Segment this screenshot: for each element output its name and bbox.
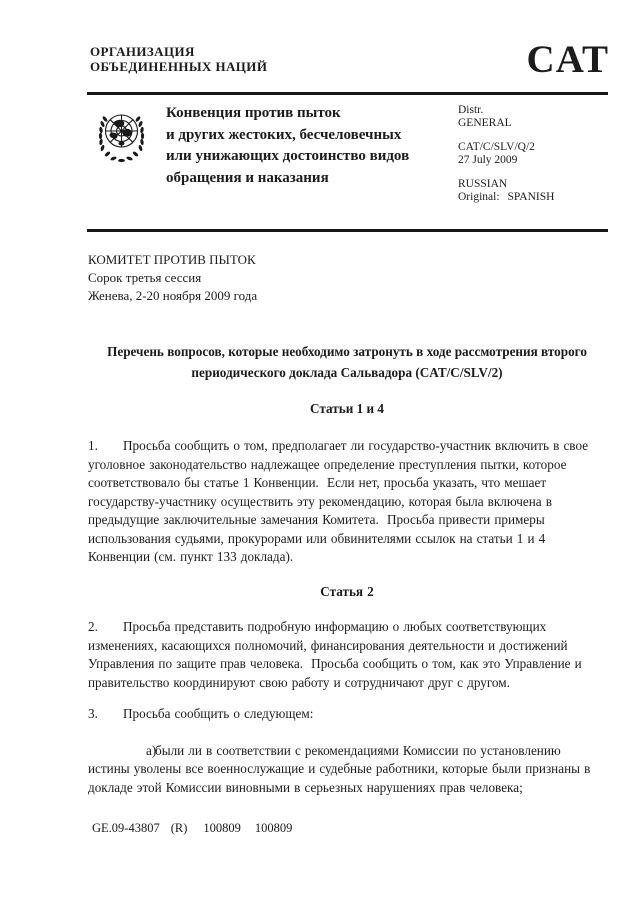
distr-label: Distr. [458, 104, 484, 116]
section-heading-article-2: Статья 2 [320, 583, 374, 599]
paragraph-number: 1. [88, 438, 98, 453]
paragraph-text: Просьба сообщить о том, предполагает ли государство-участник включить в свое уголовное законодательство надлежащее определение преступления пытки, которое соответствовало бы статье 1 Конвенции. Если нет, просьба указать, что мешает государству-участнику осуществить эту рекомендацию, которая была включена в предыдущие заключительные замечания Комитета. Просьба привести примеры использования судьями, прокурорами или обвинителями ссылок на статьи 1 и 4 Конвенции (см. пункт 133 доклада). [88, 438, 589, 564]
processing-date-2: 100809 [254, 821, 293, 835]
convention-title-line: обращения и наказания [166, 169, 329, 186]
paragraph-number: 2. [88, 619, 98, 634]
distribution-block [458, 104, 554, 215]
org-name-line-1: ОРГАНИЗАЦИЯ [90, 44, 195, 59]
original-label: Original: [458, 190, 500, 203]
paragraph-3 [88, 705, 606, 724]
ge-number: GE.09-43807 [92, 821, 160, 835]
symbol-date-group [458, 141, 554, 166]
language-code: (R) [170, 821, 188, 835]
document-language: RUSSIAN [458, 178, 508, 190]
committee-name: КОМИТЕТ ПРОТИВ ПЫТОК [88, 252, 256, 267]
document-footer [92, 821, 292, 836]
document-title: Перечень вопросов, которые необходимо затронуть в ходе рассмотрения второго периодического доклада Сальвадора (CAT/C/SLV/2) [107, 344, 587, 380]
section-heading-articles-1-4: Статьи 1 и 4 [310, 401, 384, 416]
un-organization-name [90, 44, 267, 74]
un-emblem-icon [94, 108, 149, 172]
original-value: SPANISH [507, 190, 555, 203]
distribution-group [458, 104, 554, 129]
session-number: Сорок третья сессия [88, 270, 202, 285]
document-body [88, 437, 606, 797]
document-date: 27 July 2009 [458, 153, 518, 166]
language-group [458, 178, 554, 203]
convention-title [166, 103, 409, 189]
document-symbol: CAT/C/SLV/Q/2 [458, 141, 535, 153]
session-block [88, 251, 257, 305]
convention-title-line: Конвенция против пыток [166, 105, 341, 121]
document-series-code: CAT [526, 38, 609, 81]
horizontal-rule-top [87, 92, 608, 95]
subparagraph-text: были ли в соответствии с рекомендациями Комиссии по установлению истины уволены все военнослужащие и судебные работники, которые были признаны в докладе этой Комиссии виновными в серьезных нарушениях прав человека; [88, 742, 591, 795]
horizontal-rule-bottom [87, 229, 608, 232]
convention-title-line: и других жестоких, бесчеловечных [166, 126, 402, 143]
distr-value: GENERAL [458, 116, 512, 129]
org-name-line-2: ОБЪЕДИНЕННЫХ НАЦИЙ [90, 59, 268, 74]
paragraph-text: Просьба представить подробную информацию о любых соответствующих изменениях, касающихся полномочий, финансирования деятельности и достижений Управления по защите прав человека. Просьба сообщить о том, как это Управление и правительство координируют свою работу и сотрудничают друг с другом. [88, 619, 582, 690]
paragraph-text: Просьба сообщить о следующем: [123, 706, 314, 721]
session-venue-dates: Женева, 2-20 ноября 2009 года [88, 288, 258, 303]
paragraph-2 [88, 618, 606, 692]
subparagraph-letter: а) [146, 742, 157, 758]
subparagraph-a [88, 742, 606, 798]
paragraph-number: 3. [88, 706, 98, 721]
convention-title-line: или унижающих достоинство видов [166, 148, 410, 164]
original-language-line [458, 191, 554, 204]
processing-date-1: 100809 [203, 821, 241, 835]
paragraph-1 [88, 437, 606, 567]
